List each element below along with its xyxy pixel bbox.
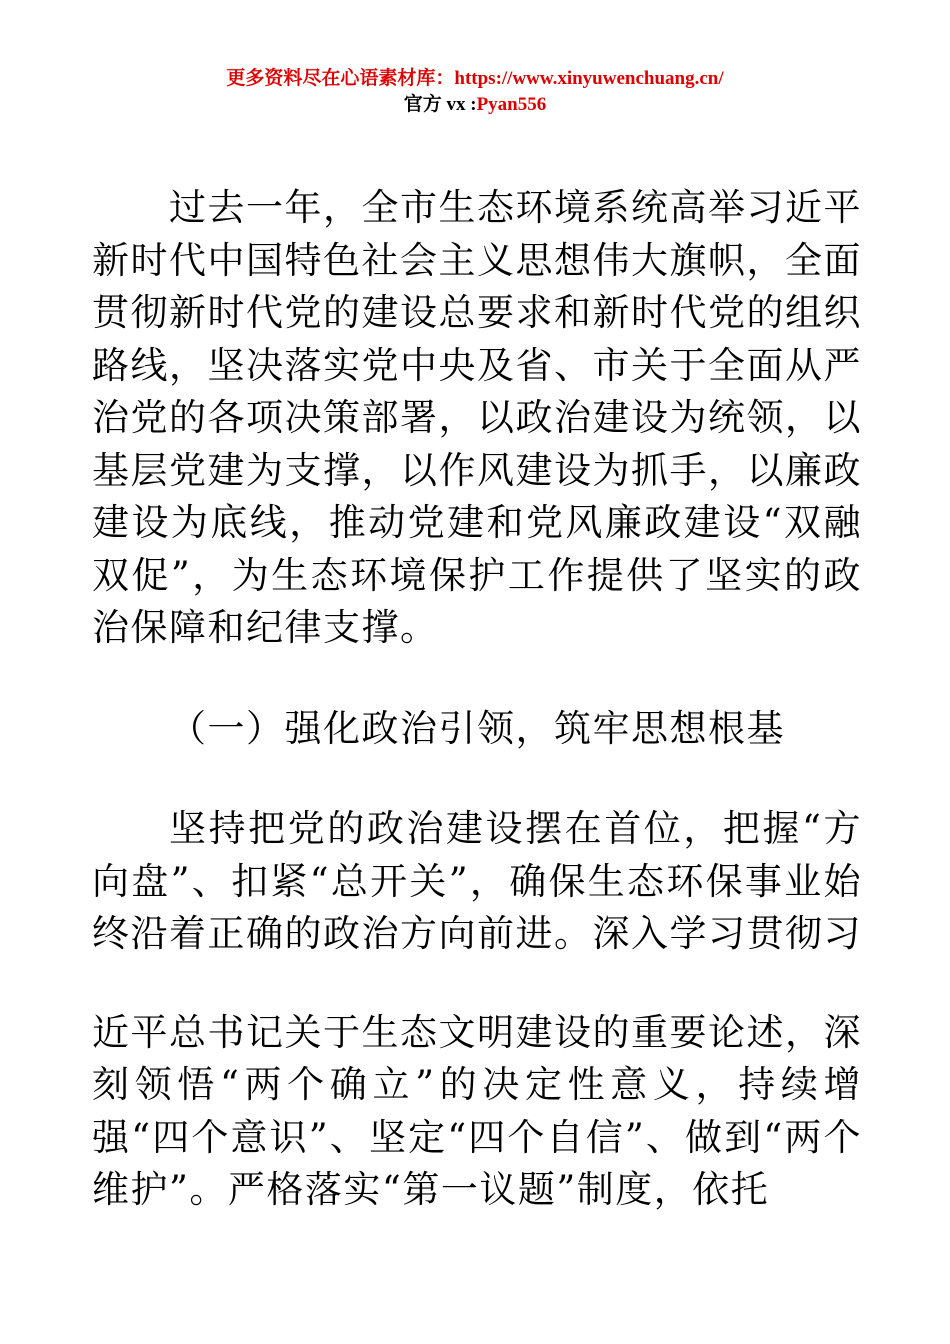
paragraph-intro: 过去一年，全市生态环境系统高举习近平新时代中国特色社会主义思想伟大旗帜，全面贯彻新时代党的建设总要求和新时代党的组织路线，坚决落实党中央及省、市关于全面从严治党的各项决策部署，以政治建设为统领，以基层党建为支撑，以作风建设为抓手，以廉政建设为底线，推动党建和党风廉政建设“双融双促”，为生态环境保护工作提供了坚实的政治保障和纪律支撑。	[92, 186, 862, 649]
page-break-gap	[92, 961, 862, 1007]
page-header	[0, 66, 950, 118]
paragraph-continuation: 近平总书记关于生态文明建设的重要论述，深刻领悟“两个确立”的决定性意义，持续增强“四个意识”、坚定“四个自信”、做到“两个维护”。严格落实“第一议题”制度，依托	[92, 1010, 862, 1211]
header-line-1	[0, 66, 950, 92]
section-heading-1: （一）强化政治引领，筑牢思想根基	[169, 706, 785, 750]
header-line-2	[0, 92, 950, 118]
header-vx-label: 官方 vx :	[403, 94, 477, 115]
header-vx-id: Pyan556	[476, 94, 547, 115]
header-url-link[interactable]: https://www.xinyuwenchuang.cn/	[454, 68, 724, 89]
header-promo-text: 更多资料尽在心语素材库：	[226, 68, 455, 89]
paragraph-political-leadership: 坚持把党的政治建设摆在首位，把握“方向盘”、扣紧“总开关”，确保生态环保事业始终沿着正确的政治方向前进。深入学习贯彻习	[92, 807, 862, 955]
document-body	[92, 182, 862, 1217]
